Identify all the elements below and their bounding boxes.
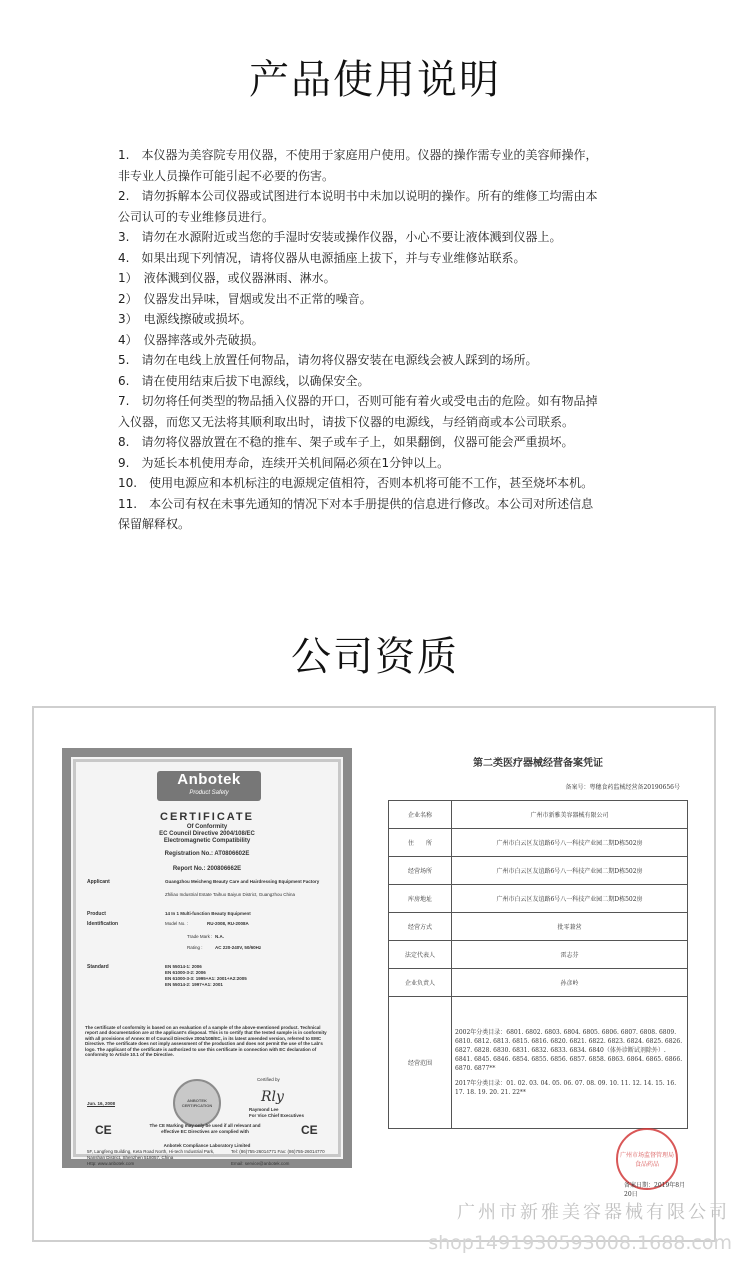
row-label: 住 所 bbox=[389, 829, 452, 857]
instruction-item: 1） 液体溅到仪器，或仪器淋雨、淋水。 bbox=[118, 271, 336, 285]
trademark-value: N.A. bbox=[215, 934, 224, 939]
record-title: 第二类医疗器械经营备案凭证 bbox=[473, 758, 603, 769]
instruction-item: 11. 本公司有权在未事先通知的情况下对本手册提供的信息进行修改。本公司对所述信息保留解释权。 bbox=[118, 496, 594, 531]
instruction-item: 9. 为延长本机使用寿命，连续开关机间隔必须在1分钟以上。 bbox=[118, 455, 450, 470]
ce-note: The CE Marking may only be used if all relevant and effective EC Directives are complied with bbox=[149, 1123, 261, 1134]
anbotek-logo bbox=[157, 771, 261, 801]
certificate-directive: EC Council Directive 2004/108/EC bbox=[159, 831, 255, 837]
report-no: Report No.: 200806662E bbox=[172, 866, 242, 872]
instruction-item: 2. 请勿拆解本公司仪器或试图进行本说明书中未加以说明的操作。所有的维修工均需由本公司认可的专业维修员进行。 bbox=[118, 189, 598, 224]
table-row bbox=[389, 997, 688, 1129]
instruction-item: 4. 如果出现下列情况，请将仪器从电源插座上拔下，并与专业维修站联系。 bbox=[118, 250, 526, 265]
certificate-date: Jun. 16, 2008 bbox=[87, 1101, 116, 1106]
row-value: 广州市白云区友谊路6号八一科技产业园二期D栋502房 bbox=[452, 829, 688, 857]
record-date-label: 备案日期： bbox=[624, 1182, 655, 1189]
table-row bbox=[389, 857, 688, 885]
scope-value bbox=[452, 997, 688, 1129]
logo-tagline: Product Safety bbox=[189, 790, 229, 796]
row-value: 孙彦岭 bbox=[452, 969, 688, 997]
standard-item: EN 61000-3-2: 2006 bbox=[165, 970, 206, 975]
scope-2017: 2017年分类目录：01. 02. 03. 04. 05. 06. 07. 08. 09. 10. 11. 12. 14. 15. 16. 17. 18. 19. 20. 21. 22** bbox=[455, 1080, 677, 1096]
trademark-label: Trade Mark : bbox=[187, 934, 213, 939]
ce-certificate bbox=[62, 748, 352, 1168]
signature: Rly bbox=[261, 1089, 284, 1105]
ce-mark-right: CE bbox=[301, 1123, 318, 1137]
table-row bbox=[389, 801, 688, 829]
model-label: Model No. : bbox=[165, 921, 189, 926]
instruction-item: 2） 仪器发出异味，冒烟或发出不正常的噪音。 bbox=[118, 291, 372, 306]
applicant-name: Guangzhou Meicheng Beauty Care and Hairdressing Equipment Factory bbox=[165, 879, 320, 884]
instruction-item: 5. 请勿在电线上放置任何物品，请勿将仪器安装在电源线会被人踩到的场所。 bbox=[118, 353, 538, 367]
instruction-item: 10. 使用电源应和本机标注的电源规定值相符，否则本机将可能不工作，甚至烧坏本机。 bbox=[118, 476, 594, 490]
lab-web: Http: www.anbotek.com bbox=[87, 1161, 135, 1166]
instruction-item: 6. 请在使用结束后拔下电源线，以确保安全。 bbox=[118, 373, 370, 388]
row-label: 法定代表人 bbox=[389, 941, 452, 969]
official-stamp: 广州市场监督管理局 食品药品 bbox=[616, 1128, 678, 1190]
qualification-title: 公司资质 bbox=[291, 634, 459, 680]
instruction-item: 8. 请勿将仪器放置在不稳的推车、架子或车子上，如果翻倒，仪器可能会严重损坏。 bbox=[118, 435, 574, 449]
instruction-item: 1. 本仪器为美容院专用仪器，不使用于家庭用户使用。仪器的操作需专业的美容师操作，非专业人员操作可能引起不必要的伤害。 bbox=[118, 148, 598, 183]
row-value: 批零兼营 bbox=[452, 913, 688, 941]
certificate-compat: Electromagnetic Compatibility bbox=[163, 838, 251, 844]
rating-label: Rating : bbox=[187, 945, 203, 950]
row-value: 广州市白云区友谊路6号八一科技产业园二期D栋502房 bbox=[452, 885, 688, 913]
record-certificate bbox=[388, 752, 688, 1202]
row-label: 库房地址 bbox=[389, 885, 452, 913]
registration-no: Registration No.: AT0806602E bbox=[164, 851, 250, 857]
lab-email: Email: service@anbotek.com bbox=[231, 1161, 290, 1166]
certified-by: Certified by bbox=[257, 1077, 280, 1082]
table-row bbox=[389, 969, 688, 997]
instruction-item: 3） 电源线擦破或损坏。 bbox=[118, 312, 252, 326]
certificate-paragraph: The certificate of conformity is based on an evaluation of a sample of the above-mentioned product. Technical report and documentation are at the applicant's disposal. This is to certify that the tested sample is in conformity with all provisions of Annex III of Council Directive 2004/108/EC, in its latest amended version, referred to EMC Directive. The certificate does not imply assessment of the production and does not permit the use of the Lab's logo. The applicant of the certificate is authorized to use this certificate in connection with EC declaration of conformity to Article 10.1 of the Directive. bbox=[85, 1025, 327, 1058]
row-value: 广州市白云区友谊路6号八一科技产业园二期D栋502房 bbox=[452, 857, 688, 885]
scope-2002: 2002年分类目录：6801. 6802. 6803. 6804. 6805. 6806. 6807. 6808. 6809. 6810. 6812. 6813. 6815. 6816. 6820. 6821. 6822. 6823. 6824. 6825. 6826. 6827. 6828. 6830. 6831. 6832. 6833. 6834. 6840（体外诊断试剂除外）. 6841. 6845. 6846. 6854. 6855. 6856. 6857. 6858. 6863. 6864. 6865. 6866. 6870. 6877** bbox=[455, 1029, 683, 1072]
product-label: Product bbox=[87, 911, 106, 917]
certificate-title: CERTIFICATE bbox=[160, 811, 254, 823]
instruction-item: 4） 仪器摔落或外壳破损。 bbox=[118, 332, 264, 347]
scope-label: 经营范围 bbox=[389, 997, 452, 1129]
instructions-list bbox=[118, 145, 600, 535]
standard-item: EN 55014-1: 2006 bbox=[165, 964, 202, 969]
signer-role: For Vice Chief Executives bbox=[249, 1113, 304, 1118]
record-date-value: 2019年8月20日 bbox=[624, 1182, 686, 1198]
model-value: RU-2008, RU-2008A bbox=[207, 921, 249, 926]
lab-address: 5F, Langfeng Building, Keta Road North, Hi-tech Industrial Park, Nanshan District, Shenzhen 518057, China bbox=[87, 1149, 215, 1160]
standard-label: Standard bbox=[87, 964, 109, 970]
signer-name: Raymond Lee bbox=[249, 1107, 279, 1112]
table-row bbox=[389, 913, 688, 941]
table-row bbox=[389, 885, 688, 913]
row-label: 企业负责人 bbox=[389, 969, 452, 997]
qualification-frame bbox=[32, 706, 716, 1242]
applicant-address: Zhiliao Industrial Estate Taihuo Baiyun District, Guangzhou China bbox=[165, 892, 295, 897]
certificate-subtitle: Of Conformity bbox=[186, 824, 228, 830]
watermark-url: shop1491930593008.1688.com bbox=[428, 1232, 732, 1254]
certification-seal: ANBOTEK CERTIFICATION bbox=[173, 1079, 221, 1127]
watermark-company: 广州市新雅美容器械有限公司 bbox=[457, 1202, 730, 1223]
record-number: 备案号：粤穗食药监械经营备20190656号 bbox=[565, 784, 680, 791]
identification-label: Identification bbox=[87, 921, 119, 927]
instruction-item: 7. 切勿将任何类型的物品插入仪器的开口，否则可能有着火或受电击的危险。如有物品掉入仪器，而您又无法将其顺利取出时，请拔下仪器的电源线，与经销商或本公司联系。 bbox=[118, 394, 598, 429]
standard-item: EN 55014-2: 1997+A1: 2001 bbox=[165, 982, 223, 987]
applicant-label: Applicant bbox=[87, 879, 110, 885]
logo-brand: Anbotek bbox=[177, 771, 241, 788]
lab-phone: Tel: (86)755-26014771 Fax: (86)755-26014770 bbox=[231, 1149, 325, 1154]
table-row bbox=[389, 829, 688, 857]
instructions-title: 产品使用说明 bbox=[249, 57, 501, 103]
row-value: 广州市新雅美容器械有限公司 bbox=[452, 801, 688, 829]
table-row bbox=[389, 941, 688, 969]
record-table bbox=[388, 800, 688, 1129]
row-label: 经营场所 bbox=[389, 857, 452, 885]
standard-item: EN 61000-3-3: 1995+A1: 2001+A2:2005 bbox=[165, 976, 247, 981]
row-label: 企业名称 bbox=[389, 801, 452, 829]
ce-mark-left: CE bbox=[95, 1123, 112, 1137]
row-label: 经营方式 bbox=[389, 913, 452, 941]
instruction-item: 3. 请勿在水源附近或当您的手湿时安装或操作仪器，小心不要让液体溅到仪器上。 bbox=[118, 230, 562, 244]
row-value: 雷志芬 bbox=[452, 941, 688, 969]
record-date bbox=[624, 1180, 688, 1198]
product-value: 14 In 1 Multi-function Beauty Equipment bbox=[165, 911, 251, 916]
rating-value: AC 220-240V, 50/60Hz bbox=[215, 945, 262, 950]
lab-name: Anbotek Compliance Laboratory Limited bbox=[163, 1143, 251, 1148]
